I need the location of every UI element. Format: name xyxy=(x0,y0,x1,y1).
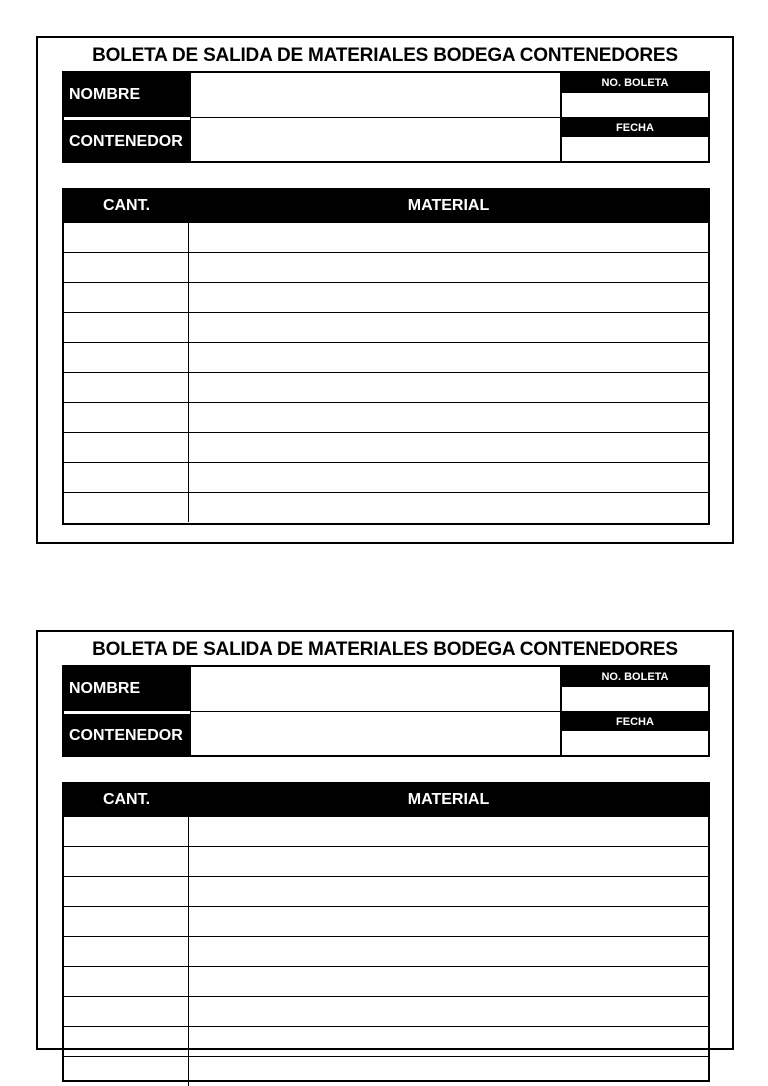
cant-cell[interactable] xyxy=(64,967,189,996)
material-cell[interactable] xyxy=(189,223,708,252)
cant-cell[interactable] xyxy=(64,1057,189,1086)
material-cell[interactable] xyxy=(189,283,708,312)
material-cell[interactable] xyxy=(189,877,708,906)
table-header xyxy=(64,784,708,816)
cant-cell[interactable] xyxy=(64,253,189,282)
material-header: MATERIAL xyxy=(407,197,490,214)
table-row xyxy=(64,492,708,522)
material-cell[interactable] xyxy=(189,313,708,342)
table-row xyxy=(64,462,708,492)
cant-cell[interactable] xyxy=(64,847,189,876)
no-boleta-label: NO. BOLETA xyxy=(562,73,708,93)
materials-table xyxy=(62,188,710,525)
nombre-field[interactable] xyxy=(190,73,560,118)
table-header xyxy=(64,190,708,222)
cant-cell[interactable] xyxy=(64,493,189,522)
cant-cell[interactable] xyxy=(64,907,189,936)
material-cell[interactable] xyxy=(189,1027,708,1056)
cant-cell[interactable] xyxy=(64,313,189,342)
material-cell[interactable] xyxy=(189,817,708,846)
table-row xyxy=(64,816,708,846)
table-row xyxy=(64,252,708,282)
material-cell[interactable] xyxy=(189,1057,708,1086)
material-cell[interactable] xyxy=(189,463,708,492)
material-cell[interactable] xyxy=(189,907,708,936)
table-row xyxy=(64,1026,708,1056)
material-cell[interactable] xyxy=(189,373,708,402)
nombre-field[interactable] xyxy=(190,667,560,712)
no-boleta-field[interactable] xyxy=(562,93,708,118)
table-row xyxy=(64,432,708,462)
material-cell[interactable] xyxy=(189,937,708,966)
table-row xyxy=(64,966,708,996)
cant-cell[interactable] xyxy=(64,343,189,372)
side-block xyxy=(560,73,708,161)
table-row xyxy=(64,936,708,966)
cant-cell[interactable] xyxy=(64,877,189,906)
cant-cell[interactable] xyxy=(64,433,189,462)
table-row xyxy=(64,876,708,906)
material-cell[interactable] xyxy=(189,343,708,372)
side-block xyxy=(560,667,708,755)
material-header: MATERIAL xyxy=(407,791,490,808)
nombre-label: NOMBRE xyxy=(64,73,190,117)
materials-table xyxy=(62,782,710,1082)
fecha-field[interactable] xyxy=(562,731,708,755)
table-row xyxy=(64,846,708,876)
header-block xyxy=(62,665,710,757)
table-row xyxy=(64,996,708,1026)
table-row xyxy=(64,282,708,312)
cant-cell[interactable] xyxy=(64,223,189,252)
table-row xyxy=(64,402,708,432)
table-row xyxy=(64,372,708,402)
material-cell[interactable] xyxy=(189,997,708,1026)
cant-cell[interactable] xyxy=(64,817,189,846)
material-cell[interactable] xyxy=(189,253,708,282)
form-title: BOLETA DE SALIDA DE MATERIALES BODEGA CONTENEDORES xyxy=(92,45,678,66)
table-row xyxy=(64,222,708,252)
material-cell[interactable] xyxy=(189,403,708,432)
cant-cell[interactable] xyxy=(64,997,189,1026)
cant-cell[interactable] xyxy=(64,373,189,402)
cant-cell[interactable] xyxy=(64,463,189,492)
nombre-label: NOMBRE xyxy=(64,667,190,711)
table-row xyxy=(64,1056,708,1086)
boleta-form-2 xyxy=(36,630,734,1050)
contenedor-field[interactable] xyxy=(190,712,560,757)
table-row xyxy=(64,312,708,342)
fecha-label: FECHA xyxy=(562,712,708,731)
cant-header: CANT. xyxy=(102,791,151,808)
cant-cell[interactable] xyxy=(64,283,189,312)
header-block xyxy=(62,71,710,163)
contenedor-label: CONTENEDOR xyxy=(64,120,190,163)
table-row xyxy=(64,342,708,372)
no-boleta-label: NO. BOLETA xyxy=(562,667,708,687)
table-row xyxy=(64,906,708,936)
contenedor-field[interactable] xyxy=(190,118,560,163)
cant-cell[interactable] xyxy=(64,937,189,966)
material-cell[interactable] xyxy=(189,967,708,996)
fecha-label: FECHA xyxy=(562,118,708,137)
material-cell[interactable] xyxy=(189,493,708,522)
contenedor-label: CONTENEDOR xyxy=(64,714,190,757)
cant-header: CANT. xyxy=(102,197,151,214)
boleta-form-1 xyxy=(36,36,734,544)
no-boleta-field[interactable] xyxy=(562,687,708,712)
form-title: BOLETA DE SALIDA DE MATERIALES BODEGA CONTENEDORES xyxy=(92,639,678,660)
cant-cell[interactable] xyxy=(64,403,189,432)
cant-cell[interactable] xyxy=(64,1027,189,1056)
fecha-field[interactable] xyxy=(562,137,708,161)
material-cell[interactable] xyxy=(189,847,708,876)
material-cell[interactable] xyxy=(189,433,708,462)
